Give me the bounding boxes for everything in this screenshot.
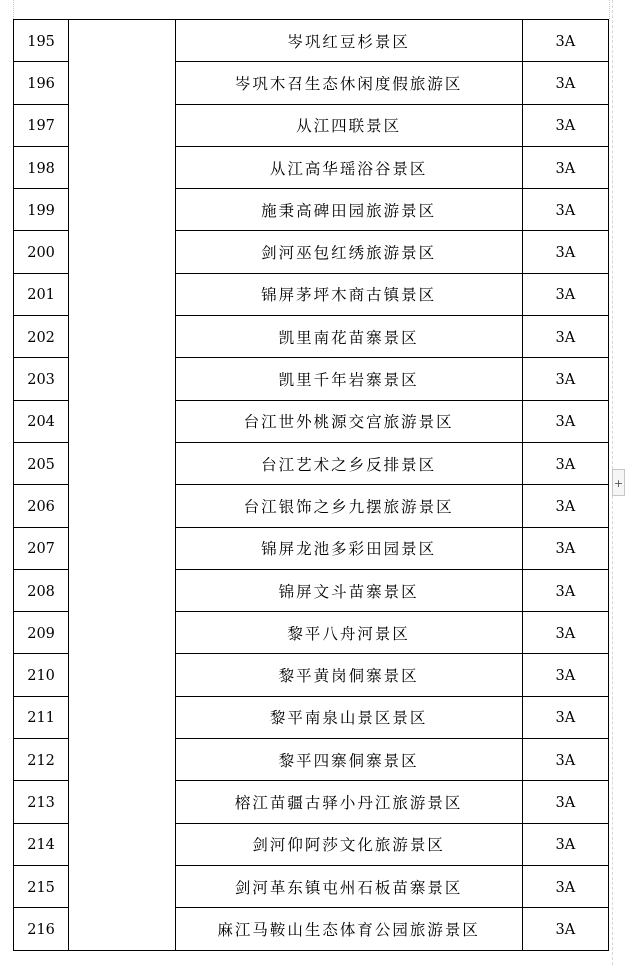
level-cell[interactable]: [522, 823, 608, 865]
level-value: 3A: [555, 414, 576, 431]
level-cell[interactable]: [522, 146, 608, 188]
row-number: 207: [27, 541, 55, 558]
scenic-name: 黎平黄岗侗寨景区: [278, 667, 419, 686]
row-number: 198: [27, 160, 55, 177]
level-value: 3A: [555, 752, 576, 769]
row-number-cell[interactable]: [14, 569, 69, 611]
scenic-name: 台江艺术之乡反排景区: [261, 455, 437, 474]
scenic-name: 锦屏龙池多彩田园景区: [261, 540, 437, 559]
row-number-cell[interactable]: [14, 696, 69, 738]
row-number-cell[interactable]: [14, 189, 69, 231]
merged-region-cell[interactable]: [69, 20, 175, 951]
row-number: 195: [27, 33, 55, 50]
row-number: 210: [27, 668, 55, 685]
row-number: 204: [27, 414, 55, 431]
row-number-cell[interactable]: [14, 865, 69, 907]
scenic-name: 剑河革东镇屯州石板苗寨景区: [234, 878, 463, 897]
row-number-cell[interactable]: [14, 654, 69, 696]
row-number-cell[interactable]: [14, 739, 69, 781]
level-cell[interactable]: [522, 189, 608, 231]
row-number: 213: [27, 794, 55, 811]
level-value: 3A: [555, 118, 576, 135]
level-cell[interactable]: [522, 781, 608, 823]
scenic-name-cell[interactable]: [175, 358, 522, 400]
row-number-cell[interactable]: [14, 316, 69, 358]
scenic-name: 凯里南花苗寨景区: [278, 328, 419, 347]
row-number-cell[interactable]: [14, 273, 69, 315]
level-cell[interactable]: [522, 442, 608, 484]
scenic-name-cell[interactable]: [175, 612, 522, 654]
row-number: 211: [27, 710, 55, 727]
level-value: 3A: [555, 75, 576, 92]
scenic-name: 剑河仰阿莎文化旅游景区: [252, 836, 445, 855]
level-value: 3A: [555, 668, 576, 685]
scenic-name: 锦屏茅坪木商古镇景区: [261, 286, 437, 305]
scenic-name-cell[interactable]: [175, 739, 522, 781]
scenic-name-cell[interactable]: [175, 865, 522, 907]
row-number: 203: [27, 372, 55, 389]
scenic-name-cell[interactable]: [175, 442, 522, 484]
table-top-guide: [13, 0, 15, 19]
scenic-name-cell[interactable]: [175, 485, 522, 527]
scenic-name: 台江银饰之乡九摆旅游景区: [243, 497, 454, 516]
scenic-name: 锦屏文斗苗寨景区: [278, 582, 419, 601]
level-cell[interactable]: [522, 696, 608, 738]
level-value: 3A: [555, 710, 576, 727]
level-value: 3A: [555, 837, 576, 854]
row-number: 197: [27, 118, 55, 135]
level-value: 3A: [555, 372, 576, 389]
scenic-name-cell[interactable]: [175, 316, 522, 358]
level-value: 3A: [555, 202, 576, 219]
row-number: 212: [27, 752, 55, 769]
row-number-cell[interactable]: [14, 908, 69, 950]
row-number-cell[interactable]: [14, 104, 69, 146]
scenic-name-cell[interactable]: [175, 400, 522, 442]
row-number-cell[interactable]: [14, 485, 69, 527]
scenic-name: 台江世外桃源交宫旅游景区: [243, 413, 454, 432]
level-cell[interactable]: [522, 908, 608, 950]
level-cell[interactable]: [522, 654, 608, 696]
table-body: [14, 20, 609, 951]
level-value: 3A: [555, 160, 576, 177]
plus-icon: +: [613, 477, 624, 490]
scenic-name: 施秉高碑田园旅游景区: [261, 201, 437, 220]
level-cell[interactable]: [522, 273, 608, 315]
level-cell[interactable]: [522, 104, 608, 146]
level-value: 3A: [555, 921, 576, 938]
scenic-name-cell[interactable]: [175, 273, 522, 315]
level-cell[interactable]: [522, 20, 608, 62]
scenic-area-table: [13, 19, 609, 951]
row-number: 206: [27, 498, 55, 515]
scenic-name: 从江四联景区: [296, 117, 402, 136]
scenic-name: 黎平四寨侗寨景区: [278, 751, 419, 770]
row-number: 200: [27, 245, 55, 262]
level-cell[interactable]: [522, 358, 608, 400]
level-value: 3A: [555, 583, 576, 600]
scenic-name-cell[interactable]: [175, 781, 522, 823]
row-number-cell[interactable]: [14, 400, 69, 442]
scenic-name-cell[interactable]: [175, 823, 522, 865]
scenic-name: 榕江苗疆古驿小丹江旅游景区: [234, 793, 463, 812]
row-number-cell[interactable]: [14, 823, 69, 865]
scenic-name-cell[interactable]: [175, 104, 522, 146]
level-value: 3A: [555, 33, 576, 50]
scenic-name-cell[interactable]: [175, 231, 522, 273]
table-top-guide: [609, 0, 611, 19]
scenic-name: 从江高华瑶浴谷景区: [269, 159, 428, 178]
scenic-name-cell[interactable]: [175, 696, 522, 738]
level-value: 3A: [555, 245, 576, 262]
row-number-cell[interactable]: [14, 62, 69, 104]
row-number: 215: [27, 879, 55, 896]
level-value: 3A: [555, 541, 576, 558]
level-cell[interactable]: [522, 400, 608, 442]
scenic-name-cell[interactable]: [175, 527, 522, 569]
level-cell[interactable]: [522, 612, 608, 654]
table-row: [14, 20, 609, 62]
scenic-name: 岑巩红豆杉景区: [287, 32, 410, 51]
scenic-name-cell[interactable]: [175, 654, 522, 696]
row-number: 209: [27, 625, 55, 642]
level-value: 3A: [555, 329, 576, 346]
row-number-cell[interactable]: [14, 20, 69, 62]
row-number: 208: [27, 583, 55, 600]
scenic-name: 剑河巫包红绣旅游景区: [261, 244, 437, 263]
row-number-cell[interactable]: [14, 781, 69, 823]
scenic-name-cell[interactable]: [175, 569, 522, 611]
row-number-cell[interactable]: [14, 146, 69, 188]
level-cell[interactable]: [522, 569, 608, 611]
row-number: 201: [27, 287, 55, 304]
level-cell[interactable]: [522, 739, 608, 781]
level-value: 3A: [555, 794, 576, 811]
level-value: 3A: [555, 625, 576, 642]
row-number: 205: [27, 456, 55, 473]
scenic-name: 岑巩木召生态休闲度假旅游区: [234, 74, 463, 93]
level-value: 3A: [555, 287, 576, 304]
row-number-cell[interactable]: [14, 442, 69, 484]
scenic-name-cell[interactable]: [175, 20, 522, 62]
scenic-name: 黎平八舟河景区: [287, 624, 410, 643]
row-number-cell[interactable]: [14, 612, 69, 654]
scenic-name-cell[interactable]: [175, 62, 522, 104]
level-cell[interactable]: [522, 62, 608, 104]
row-number: 199: [27, 202, 55, 219]
level-cell[interactable]: [522, 865, 608, 907]
add-row-handle[interactable]: [612, 469, 625, 496]
scenic-name-cell[interactable]: [175, 146, 522, 188]
row-number: 214: [27, 837, 55, 854]
level-cell[interactable]: [522, 316, 608, 358]
level-cell[interactable]: [522, 485, 608, 527]
scenic-name-cell[interactable]: [175, 189, 522, 231]
level-value: 3A: [555, 879, 576, 896]
level-cell[interactable]: [522, 527, 608, 569]
row-number-cell[interactable]: [14, 527, 69, 569]
row-number-cell[interactable]: [14, 231, 69, 273]
level-cell[interactable]: [522, 231, 608, 273]
row-number: 196: [27, 75, 55, 92]
level-value: 3A: [555, 456, 576, 473]
row-number-cell[interactable]: [14, 358, 69, 400]
scenic-name: 黎平南泉山景区景区: [269, 709, 428, 728]
scenic-name: 麻江马鞍山生态体育公园旅游景区: [217, 920, 480, 939]
scenic-name: 凯里千年岩寨景区: [278, 371, 419, 390]
level-value: 3A: [555, 498, 576, 515]
row-number: 216: [27, 921, 55, 938]
scenic-name-cell[interactable]: [175, 908, 522, 950]
row-number: 202: [27, 329, 55, 346]
